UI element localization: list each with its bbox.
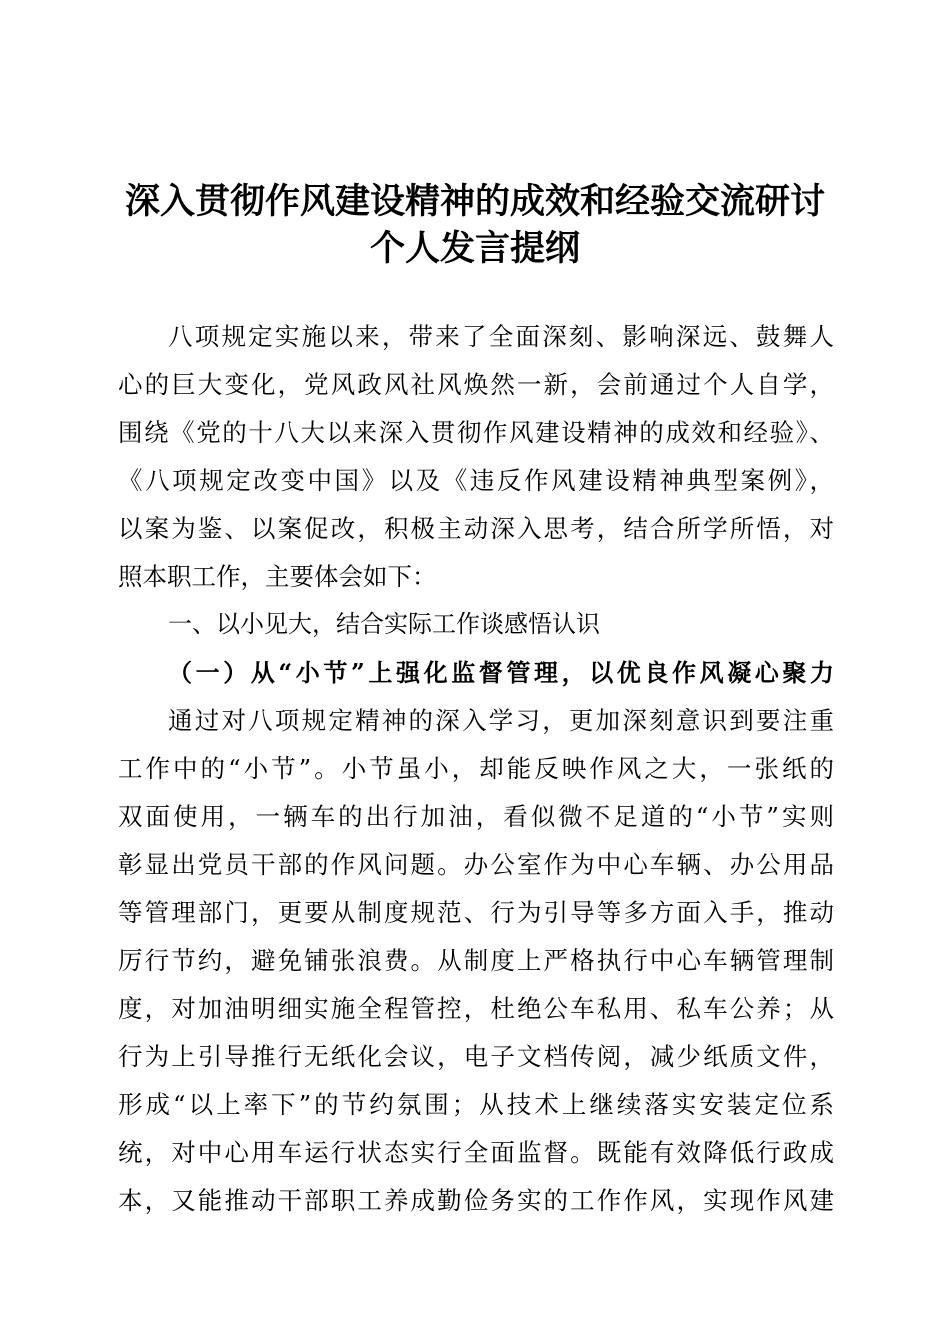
- section-heading: 一、以小见大，结合实际工作谈感悟认识: [168, 610, 600, 638]
- body-line: 工作中的“小节”。小节虽小，却能反映作风之大，一张纸的: [118, 754, 834, 783]
- intro-line: 照本职工作，主要体会如下：: [118, 562, 437, 591]
- body-line: 本，又能推动干部职工养成勤俭务实的工作作风，实现作风建: [118, 1186, 834, 1215]
- body-line: 度，对加油明细实施全程管控，杜绝公车私用、私车公养；从: [118, 994, 834, 1023]
- intro-line: 心的巨大变化，党风政风社风焕然一新，会前通过个人自学，: [118, 370, 834, 399]
- body-line: 统，对中心用车运行状态实行全面监督。既能有效降低行政成: [118, 1138, 834, 1167]
- body-line: 形成“以上率下”的节约氛围；从技术上继续落实安装定位系: [118, 1090, 834, 1119]
- body-line: 通过对八项规定精神的深入学习，更加深刻意识到要注重: [168, 706, 834, 735]
- body-line: 等管理部门，更要从制度规范、行为引导等多方面入手，推动: [118, 898, 834, 927]
- intro-line: 《八项规定改变中国》以及《违反作风建设精神典型案例》，: [118, 466, 834, 495]
- body-line: 厉行节约，避免铺张浪费。从制度上严格执行中心车辆管理制: [118, 946, 834, 975]
- body-line: 行为上引导推行无纸化会议，电子文档传阅，减少纸质文件，: [118, 1042, 834, 1071]
- subsection-heading: （一）从“小节”上强化监督管理，以优良作风凝心聚力: [168, 658, 834, 687]
- intro-line: 以案为鉴、以案促改，积极主动深入思考，结合所学所悟，对: [118, 514, 834, 543]
- body-line: 双面使用，一辆车的出行加油，看似微不足道的“小节”实则: [118, 802, 834, 831]
- intro-line: 八项规定实施以来，带来了全面深刻、影响深远、鼓舞人: [168, 322, 834, 351]
- document-title-line-1: 深入贯彻作风建设精神的成效和经验交流研讨: [124, 181, 825, 222]
- document-title-line-2: 个人发言提纲: [369, 228, 580, 269]
- intro-line: 围绕《党的十八大以来深入贯彻作风建设精神的成效和经验》、: [118, 418, 834, 447]
- body-line: 彰显出党员干部的作风问题。办公室作为中心车辆、办公用品: [118, 850, 834, 879]
